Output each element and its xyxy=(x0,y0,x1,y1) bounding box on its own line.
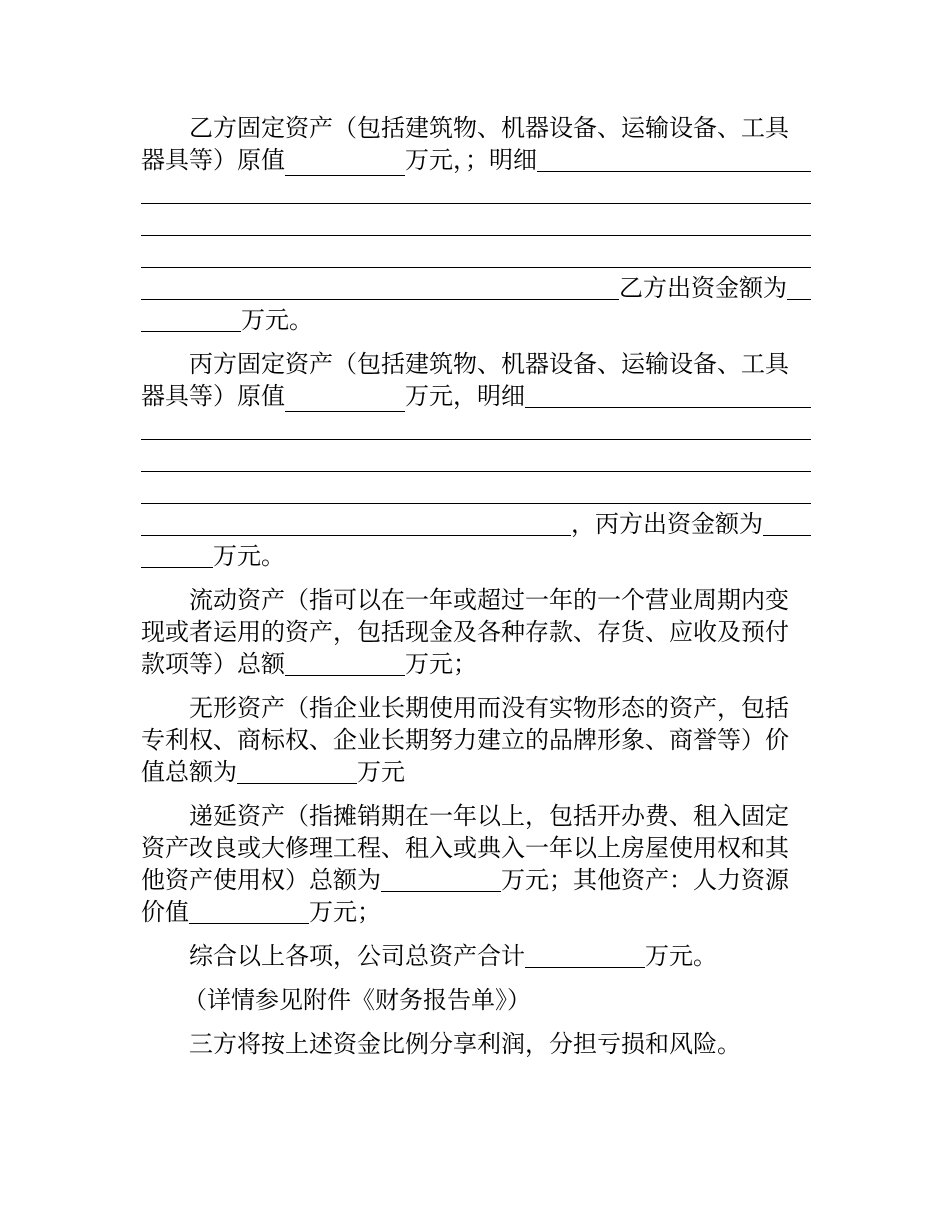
blank-original-value[interactable] xyxy=(285,151,405,176)
blank-contribution-amount-cont[interactable] xyxy=(141,307,241,332)
text-fragment: 器具等）原值 xyxy=(141,382,285,410)
paragraph-current-assets xyxy=(141,584,811,680)
text-line: 无形资产（指企业长期使用而没有实物形态的资产，包括 xyxy=(189,694,789,722)
text-line: 乙方固定资产（包括建筑物、机器设备、运输设备、工具 xyxy=(189,114,789,142)
blank-original-value[interactable] xyxy=(285,387,405,412)
text-line xyxy=(141,176,811,208)
text-line xyxy=(141,940,811,972)
blank-details-line[interactable] xyxy=(141,275,619,300)
blank-total-amount[interactable] xyxy=(237,759,357,784)
text-line xyxy=(141,540,811,572)
text-line xyxy=(141,648,811,680)
blank-total-assets[interactable] xyxy=(525,943,645,968)
text-line: 流动资产（指可以在一年或超过一年的一个营业周期内变 xyxy=(189,586,789,614)
text-line xyxy=(141,444,811,476)
text-line xyxy=(141,756,811,788)
paragraph-intangible-assets xyxy=(141,692,811,788)
text-fragment: 万元，；明细 xyxy=(405,146,537,174)
text-fragment: 万元。 xyxy=(241,306,313,334)
blank-hr-value[interactable] xyxy=(189,899,309,924)
text-fragment: 万元；其他资产：人力资源 xyxy=(501,866,789,894)
text-fragment: 他资产使用权）总额为 xyxy=(141,866,381,894)
paragraph-total-assets xyxy=(141,940,811,972)
paragraph-attachment-note: （详情参见附件《财务报告单》） xyxy=(183,986,531,1014)
text-fragment: 综合以上各项，公司总资产合计 xyxy=(189,942,525,970)
text-fragment: 乙方出资金额为 xyxy=(619,274,787,302)
text-fragment: 器具等）原值 xyxy=(141,146,285,174)
text-line: 资产改良或大修理工程、租入或典入一年以上房屋使用权和其 xyxy=(141,834,789,862)
paragraph-party-b-fixed-assets xyxy=(141,112,811,336)
text-fragment: 款项等）总额 xyxy=(141,650,285,678)
text-fragment: 万元 xyxy=(357,758,405,786)
blank-details-line[interactable] xyxy=(141,447,811,472)
text-fragment: 万元。 xyxy=(213,542,285,570)
blank-details-line[interactable] xyxy=(141,479,811,504)
blank-contribution-amount[interactable] xyxy=(787,275,811,300)
blank-total-amount[interactable] xyxy=(381,867,501,892)
text-line: 专利权、商标权、企业长期努力建立的品牌形象、商誉等）价 xyxy=(141,726,789,754)
text-line xyxy=(141,240,811,272)
text-line xyxy=(141,896,811,928)
blank-contribution-amount[interactable] xyxy=(763,511,811,536)
document-page xyxy=(141,112,811,1060)
blank-details-line[interactable] xyxy=(141,243,811,268)
text-line xyxy=(141,864,811,896)
blank-details[interactable] xyxy=(537,147,811,172)
text-line xyxy=(141,208,811,240)
blank-details[interactable] xyxy=(525,383,811,408)
blank-details-line[interactable] xyxy=(141,511,571,536)
text-line xyxy=(141,412,811,444)
text-fragment: 值总额为 xyxy=(141,758,237,786)
text-fragment: 万元； xyxy=(309,898,381,926)
blank-contribution-amount-cont[interactable] xyxy=(141,543,213,568)
paragraph-profit-sharing: 三方将按上述资金比例分享利润，分担亏损和风险。 xyxy=(189,1030,741,1058)
text-line xyxy=(141,380,811,412)
text-line xyxy=(141,304,811,336)
text-line xyxy=(141,272,811,304)
blank-total-amount[interactable] xyxy=(285,651,405,676)
text-line: 现或者运用的资产，包括现金及各种存款、存货、应收及预付 xyxy=(141,618,789,646)
blank-details-line[interactable] xyxy=(141,211,811,236)
text-fragment: 万元。 xyxy=(645,942,717,970)
paragraph-deferred-assets xyxy=(141,800,811,928)
text-line: 递延资产（指摊销期在一年以上，包括开办费、租入固定 xyxy=(189,802,789,830)
text-fragment: 万元； xyxy=(405,650,477,678)
text-line xyxy=(141,144,811,176)
text-line: 丙方固定资产（包括建筑物、机器设备、运输设备、工具 xyxy=(189,350,789,378)
blank-details-line[interactable] xyxy=(141,415,811,440)
text-fragment: 万元，明细 xyxy=(405,382,525,410)
text-fragment: ，丙方出资金额为 xyxy=(571,510,763,538)
text-line xyxy=(141,476,811,508)
text-fragment: 价值 xyxy=(141,898,189,926)
blank-details-line[interactable] xyxy=(141,179,811,204)
text-line xyxy=(141,508,811,540)
paragraph-party-c-fixed-assets xyxy=(141,348,811,572)
